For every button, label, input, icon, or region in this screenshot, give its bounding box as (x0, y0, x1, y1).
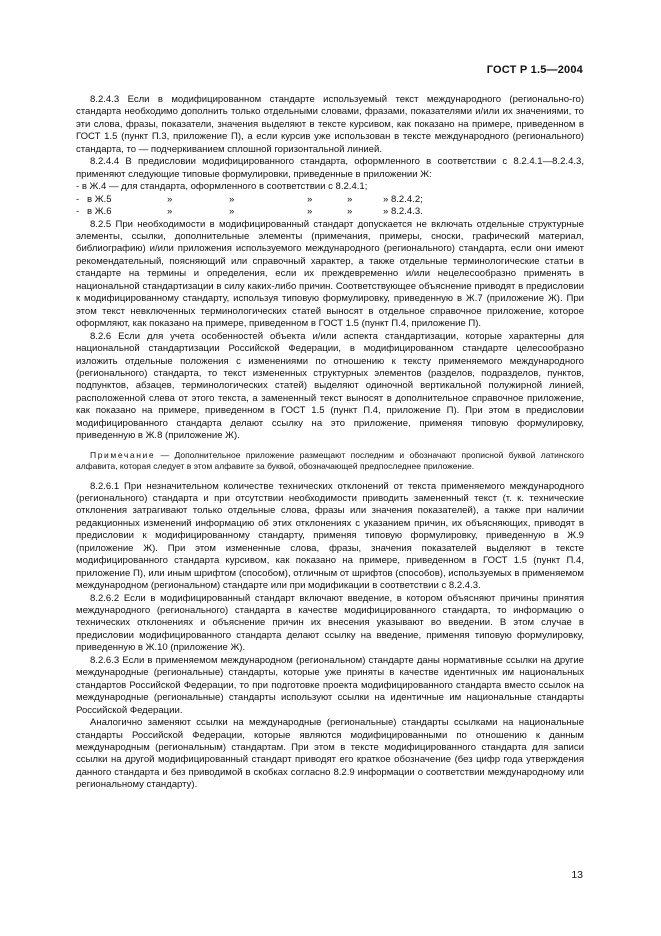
formulation-list (76, 181, 584, 218)
list-item (76, 206, 584, 218)
paragraph-8-2-6: 8.2.6 Если для учета особенностей объекта и/или аспекта стандартизации, которые характерны для национальной стандартизации Российской Федерации, в модифицированном стандарте целесообразно изложить отдельные положения с изменениями по отношению к тексту применяемого международного (регионального) стандарта, то текст измененных структурных элементов (разделов, подразделов, пунктов, подпунктов, абзацев, терминологических статей) выделяют одиночной вертикальной полужирной линией, расположенной слева от этого текста, а замененный текст выносят в дополнительное справочное приложение, как показано на примере, приведенном в ГОСТ 1.5 (пункт П.4, приложение П). При этом в предисловии модифицированного стандарта делают ссылку на это приложение, применяя типовую формулировку, приведенную в Ж.8 (приложение Ж). (76, 330, 584, 442)
list-dash: - (76, 193, 80, 205)
paragraph-8-2-4-3: 8.2.4.3 Если в модифицированном стандарте используемый текст международного (регионально-го) стандарта необходимо дополнить только отдельными словами, фразами, показателями и/или их значениями, то эти слова, фразы, показатели, значения выделяют в тексте курсивом, как показано на примере, приведенном в ГОСТ 1.5 (пункт П.3, приложение П), а если курсив уже использован в тексте международного (регионального) стандарта, то — подчеркиванием сплошной горизонтальной линией. (76, 94, 584, 155)
list-ref-tail: » 8.2.4.2; (383, 193, 423, 205)
note-text: — Дополнительное приложение размещают последним и обозначают прописной буквой латинского алфавита, которая следует в этом алфавите за буквой, обозначающей предпоследнее приложение. (76, 449, 584, 472)
list-ref: в Ж.5 (87, 193, 112, 205)
list-item (76, 194, 584, 206)
ditto-mark: » (167, 193, 173, 205)
ditto-mark: » (229, 193, 235, 205)
paragraph-8-2-6-1: 8.2.6.1 При незначительном количестве технических отклонений от текста применяемого международного (регионального) стандарта и при отсутствии необходимости приводить замененный текст (т. к. технические отклонения затрагивают только отдельные слова, фразы или значения показателей), а также при наличии редакционных изменений информацию об этих отклонениях с указанием причин, их объясняющих, приводят в предисловии к модифицированному стандарту, применяя типовую формулировку, приведенную в Ж.9 (приложение Ж). При этом измененные слова, фразы, значения показателей выделяют в тексте модифицированного стандарта курсивом, как показано на примере, приведенном в ГОСТ 1.5 (пункт П.4, приложение П), или иным шрифтом (способом), отличным от шрифтов (способов), используемых в применяемом международном (региональном) стандарте или при модификации в соответствии с 8.2.4.3. (76, 480, 584, 592)
ditto-mark: » (167, 206, 173, 218)
page-number: 13 (571, 869, 583, 881)
document-body (76, 94, 584, 792)
ditto-mark: » (347, 193, 353, 205)
paragraph-8-2-4-4: 8.2.4.4 В предисловии модифицированного стандарта, оформленного в соответствии с 8.2.4.1—8.2.4.3, применяют следующие типовые формулировки, приведенные в приложении Ж: (76, 156, 584, 180)
note (76, 450, 584, 473)
list-dash: - (76, 206, 80, 218)
ditto-mark: » (229, 206, 235, 218)
paragraph-8-2-6-2: 8.2.6.2 Если в модифицированный стандарт включают введение, в котором объясняют причины принятия международного (регионального) стандарта в качестве модифицированного стандарта, то информацию о технических отклонениях и объяснение причин их внесения указывают во введении. В этом случае в предисловии модифицированного стандарта делают ссылку на введение, применяя типовую формулировку, приведенную в Ж.10 (приложение Ж). (76, 592, 584, 654)
paragraph-8-2-6-3: 8.2.6.3 Если в применяемом международном (региональном) стандарте даны нормативные ссылки на другие международные (региональные) стандарты, которые уже приняты в качестве идентичных им национальных стандартов Российской Федерации, то при подготовке проекта модифицированного стандарта вместо ссылок на международные (региональные) стандарты используют ссылки на идентичные им национальные стандарты Российской Федерации. (76, 654, 584, 716)
ditto-mark: » (307, 193, 313, 205)
paragraph-8-2-5: 8.2.5 При необходимости в модифицированный стандарт допускается не включать отдельные структурные элементы, ссылки, дополнительные элементы (примечания, примеры, сноски, графический материал, библиографию) и/или приложения используемого международного (регионального) стандарта, если они имеют рекомендательный, поясняющий или справочный характер, а также отдельные терминологические статьи в стандарте на термины и определения, если их преждевременно и/или нецелесообразно применять в национальной стандартизации в силу каких-либо причин. Соответствующее объяснение приводят в предисловии к модифицированному стандарту, используя типовую формулировку, приведенную в Ж.7 (приложение Ж). При этом текст невключенных терминологических статей выносят в отдельное справочное приложение, которое оформляют, как показано на примере, приведенном в ГОСТ 1.5 (пункт П.4, приложение П). (76, 218, 584, 330)
standard-header: ГОСТ Р 1.5—2004 (486, 64, 583, 76)
note-label: Примечание (90, 449, 156, 460)
list-item-text: - в Ж.4 — для стандарта, оформленного в соответствии с 8.2.4.1; (76, 181, 368, 193)
list-ref: в Ж.6 (87, 206, 112, 218)
paragraph-analogous: Аналогично заменяют ссылки на международные (региональные) стандарты ссылками на национальные стандарты Российской Федерации, которые являются модифицированными по отношению к данным международным (региональным) стандартам. При этом в тексте модифицированного стандарта для записи ссылки на другой модифицированный стандарт приводят его краткое обозначение (без цифр года утверждения данного стандарта и без приводимой в скобках согласно 8.2.9 информации о соответствии международному или региональному стандарту). (76, 717, 584, 791)
list-ref-tail: » 8.2.4.3. (383, 206, 423, 218)
list-item (76, 181, 584, 193)
ditto-mark: » (307, 206, 313, 218)
ditto-mark: » (347, 206, 353, 218)
